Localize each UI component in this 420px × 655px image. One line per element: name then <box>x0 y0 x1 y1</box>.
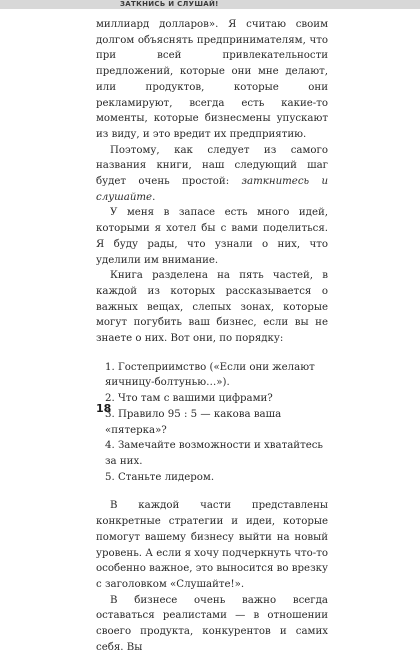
paragraph-2-emphasis: заткнитесь и слушайте <box>96 176 328 203</box>
parts-list <box>96 360 328 486</box>
paragraph-2-end: . <box>152 191 156 203</box>
list-item: 1. Гостеприимство («Если они желают яичницу-болтунью…»). <box>105 361 315 389</box>
list-item: 2. Что там с вашими цифрами? <box>105 393 273 405</box>
running-head: ЗАТКНИСЬ И СЛУШАЙ! <box>120 0 219 8</box>
spacer <box>96 485 328 498</box>
paragraph-6: В бизнесе очень важно всегда оставаться реалистами — в отношении своего продукта, конкурентов и самих себя. Вы <box>96 594 328 653</box>
paragraph-3: У меня в запасе есть много идей, которыми я хотел бы с вами поделиться. Я буду рады, что узнали о них, что уделили им внимание. <box>96 207 328 266</box>
page-number: 18 <box>96 402 112 415</box>
paragraph-5: В каждой части представлены конкретные стратегии и идеи, которые помогут вашему бизнесу выйти на новый уровень. А если я хочу подчеркнуть что-то особенно важное, это выносится во врезку с заголовком «Слушайте!». <box>96 500 328 590</box>
paragraph-2-text: Поэтому, как следует из самого названия книги, наш следующий шаг будет очень простой: <box>96 144 328 188</box>
paragraph-4: Книга разделена на пять частей, в каждой из которых рассказывается о важных вещах, слепых зонах, которые могут погубить ваш бизнес, если вы не знаете о них. Вот они, по порядку: <box>96 270 328 345</box>
paragraph-2 <box>96 143 328 206</box>
page-body <box>96 17 328 655</box>
paragraph-1: миллиард долларов». Я считаю своим долгом объяснять предпринимателям, что при всей привлекательности предложений, которые они мне делают, или продуктов, которые они рекламируют, всегда есть какие-то моменты, которые бизнесмены упускают из виду, и это вредит их предприятию. <box>96 19 328 140</box>
list-item: 3. Правило 95 : 5 — какова ваша «пятерка»? <box>105 408 282 436</box>
list-item: 4. Замечайте возможности и хватайтесь за них. <box>105 440 323 467</box>
spacer <box>96 347 328 360</box>
list-item: 5. Станьте лидером. <box>105 471 215 483</box>
